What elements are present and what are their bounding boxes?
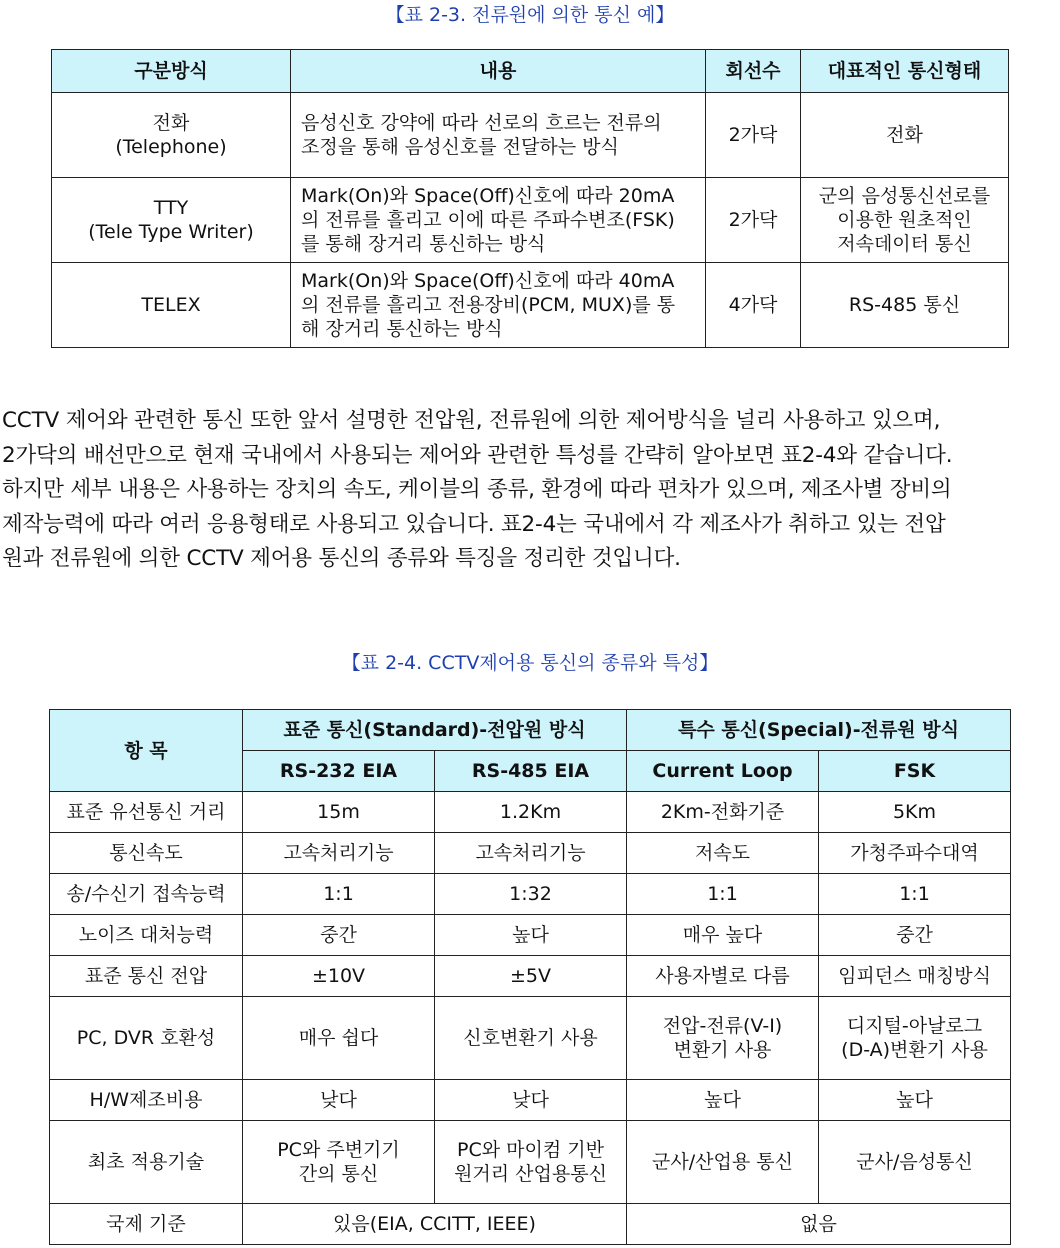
value-cell: [435, 956, 627, 997]
value-cell: [243, 833, 435, 874]
cell-line: 임피던스 매칭방식: [838, 965, 991, 987]
value-cell: [435, 915, 627, 956]
value-cell: [435, 792, 627, 833]
cell-line: TTY: [153, 197, 189, 219]
value-cell: [243, 956, 435, 997]
cell-line: 높다: [704, 1089, 741, 1111]
header-content: 내용: [291, 50, 706, 93]
cctv-control-communication-table: [49, 709, 1011, 1245]
item-cell: 국제 기준: [50, 1204, 243, 1245]
header-rs485: RS-485 EIA: [435, 751, 627, 792]
value-cell: [627, 1121, 819, 1204]
value-cell: [243, 1121, 435, 1204]
cell-line: 높다: [512, 924, 549, 946]
paragraph-line: 원과 전류원에 의한 CCTV 제어용 통신의 종류와 특징을 정리한 것입니다.: [2, 546, 681, 571]
value-cell: [435, 874, 627, 915]
value-cell: [435, 997, 627, 1080]
table-row: [50, 1204, 1011, 1245]
cell-line: 중간: [896, 924, 933, 946]
value-cell: [819, 915, 1011, 956]
table-row: [50, 833, 1011, 874]
cell-line: 1:32: [509, 883, 552, 905]
header-current-loop: Current Loop: [627, 751, 819, 792]
cell-line: 1:1: [899, 883, 930, 905]
cell-line: 조정을 통해 음성신호를 전달하는 방식: [301, 136, 619, 158]
value-cell: [627, 1080, 819, 1121]
header-lines: 회선수: [706, 50, 801, 93]
header-item: 항 목: [50, 710, 243, 792]
cell-line: 간의 통신: [298, 1163, 379, 1185]
table-row: [50, 997, 1011, 1080]
value-cell: [627, 915, 819, 956]
value-cell: [435, 1080, 627, 1121]
value-cell: [435, 1121, 627, 1204]
cell-line: 5Km: [892, 801, 937, 823]
current-source-communication-table: [51, 49, 1009, 348]
value-cell: [627, 997, 819, 1080]
table-row: [50, 1121, 1011, 1204]
cell-line: 전압-전류(V-I): [662, 1015, 783, 1037]
cell-line: 15m: [317, 801, 360, 823]
header-method: 구분방식: [52, 50, 291, 93]
table-row: [52, 93, 1009, 178]
cell-line: TELEX: [141, 294, 201, 316]
value-cell: [627, 833, 819, 874]
cell-line: 이용한 원초적인: [837, 209, 972, 231]
header-standard-group: 표준 통신(Standard)-전압원 방식: [243, 710, 627, 751]
content-cell: [291, 263, 706, 348]
cell-line: 1:1: [707, 883, 738, 905]
table-row: [50, 1080, 1011, 1121]
type-cell: [801, 93, 1009, 178]
value-cell: [243, 874, 435, 915]
cell-line: 낮다: [512, 1089, 549, 1111]
cell-line: 사용자별로 다름: [655, 965, 790, 987]
cell-line: 고속처리기능: [283, 842, 394, 864]
value-cell: [819, 792, 1011, 833]
value-cell: [243, 792, 435, 833]
value-cell: [627, 956, 819, 997]
paragraph-line: 하지만 세부 내용은 사용하는 장치의 속도, 케이블의 종류, 환경에 따라 편차가 있으며, 제조사별 장비의: [2, 477, 952, 502]
cell-line: PC와 마이컴 기반: [457, 1139, 604, 1161]
item-cell: 표준 유선통신 거리: [50, 792, 243, 833]
table-row: [50, 915, 1011, 956]
value-cell: [819, 956, 1011, 997]
cell-line: 매우 높다: [682, 924, 763, 946]
table-row: [50, 792, 1011, 833]
value-cell: [435, 833, 627, 874]
lines-cell: 2가닥: [706, 178, 801, 263]
value-cell: [243, 1080, 435, 1121]
table-row: [50, 956, 1011, 997]
cell-line: Mark(On)와 Space(Off)신호에 따라 40mA: [301, 270, 675, 292]
cell-line: 저속도: [694, 842, 751, 864]
cell-line: 1.2Km: [499, 801, 562, 823]
paragraph-line: 제작능력에 따라 여러 응용형태로 사용되고 있습니다. 표2-4는 국내에서 각 제조사가 취하고 있는 전압: [2, 511, 946, 537]
table-row: [50, 874, 1011, 915]
value-cell: [627, 792, 819, 833]
lines-cell: 2가닥: [706, 93, 801, 178]
item-cell: 송/수신기 접속능력: [50, 874, 243, 915]
value-cell: [243, 915, 435, 956]
cell-line: 낮다: [320, 1089, 357, 1111]
cell-line: 고속처리기능: [475, 842, 586, 864]
paragraph-line: CCTV 제어와 관련한 통신 또한 앞서 설명한 전압원, 전류원에 의한 제어방식을 널리 사용하고 있으며,: [2, 408, 941, 433]
value-cell: [819, 874, 1011, 915]
cell-line: 군사/음성통신: [856, 1151, 973, 1173]
cell-line: ±5V: [509, 965, 551, 987]
cell-line: 전화: [152, 112, 190, 134]
header-special-group: 특수 통신(Special)-전류원 방식: [627, 710, 1011, 751]
item-cell: 통신속도: [50, 833, 243, 874]
item-cell: PC, DVR 호환성: [50, 997, 243, 1080]
value-cell: [819, 833, 1011, 874]
cell-line: 중간: [320, 924, 357, 946]
type-cell: [801, 263, 1009, 348]
item-cell: 표준 통신 전압: [50, 956, 243, 997]
item-cell: 최초 적용기술: [50, 1121, 243, 1204]
cell-line: 디지털-아날로그: [846, 1015, 983, 1037]
cell-line: 가청주파수대역: [850, 842, 979, 864]
method-cell: [52, 93, 291, 178]
standard-cell: 있음(EIA, CCITT, IEEE): [243, 1204, 627, 1245]
cell-line: RS-485 통신: [848, 294, 961, 316]
content-cell: [291, 93, 706, 178]
cell-line: 1:1: [323, 883, 354, 905]
cell-line: 저속데이터 통신: [837, 233, 972, 255]
value-cell: [819, 1080, 1011, 1121]
lines-cell: 4가닥: [706, 263, 801, 348]
header-fsk: FSK: [819, 751, 1011, 792]
cell-line: (Telephone): [115, 136, 227, 158]
item-cell: H/W제조비용: [50, 1080, 243, 1121]
table-row: [52, 178, 1009, 263]
cell-line: Mark(On)와 Space(Off)신호에 따라 20mA: [301, 185, 675, 207]
type-cell: [801, 178, 1009, 263]
cell-line: 신호변환기 사용: [463, 1027, 598, 1049]
body-paragraph: [2, 404, 1058, 577]
special-cell: 없음: [627, 1204, 1011, 1245]
cell-line: 변환기 사용: [673, 1039, 772, 1061]
cell-line: 군의 음성통신선로를: [818, 185, 991, 207]
cell-line: ±10V: [311, 965, 366, 987]
method-cell: [52, 178, 291, 263]
cell-line: 의 전류를 흘리고 전용장비(PCM, MUX)를 통: [301, 294, 676, 316]
cell-line: 를 통해 장거리 통신하는 방식: [301, 233, 546, 255]
paragraph-line: 2가닥의 배선만으로 현재 국내에서 사용되는 제어와 관련한 특성를 간략히 알아보면 표2-4와 같습니다.: [2, 442, 953, 468]
cell-line: 2Km-전화기준: [660, 801, 785, 823]
value-cell: [819, 997, 1011, 1080]
item-cell: 노이즈 대처능력: [50, 915, 243, 956]
cell-line: 높다: [896, 1089, 933, 1111]
value-cell: [819, 1121, 1011, 1204]
cell-line: 원거리 산업용통신: [454, 1163, 607, 1185]
content-cell: [291, 178, 706, 263]
cell-line: (Tele Type Writer): [88, 221, 254, 243]
header-typical-type: 대표적인 통신형태: [801, 50, 1009, 93]
cell-line: 음성신호 강약에 따라 선로의 흐르는 전류의: [301, 112, 662, 134]
method-cell: [52, 263, 291, 348]
cell-line: 군사/산업용 통신: [652, 1151, 793, 1173]
cell-line: 전화: [886, 124, 923, 146]
cell-line: 해 장거리 통신하는 방식: [301, 318, 503, 340]
value-cell: [243, 997, 435, 1080]
cell-line: 의 전류를 흘리고 이에 따른 주파수변조(FSK): [301, 209, 675, 231]
header-rs232: RS-232 EIA: [243, 751, 435, 792]
table1-caption: 【표 2-3. 전류원에 의한 통신 예】: [385, 4, 675, 26]
table2-caption: 【표 2-4. CCTV제어용 통신의 종류와 특성】: [341, 652, 719, 674]
cell-line: PC와 주변기기: [277, 1139, 400, 1161]
table-row: [52, 263, 1009, 348]
cell-line: 매우 쉽다: [298, 1027, 379, 1049]
cell-line: (D-A)변환기 사용: [841, 1039, 988, 1061]
value-cell: [627, 874, 819, 915]
